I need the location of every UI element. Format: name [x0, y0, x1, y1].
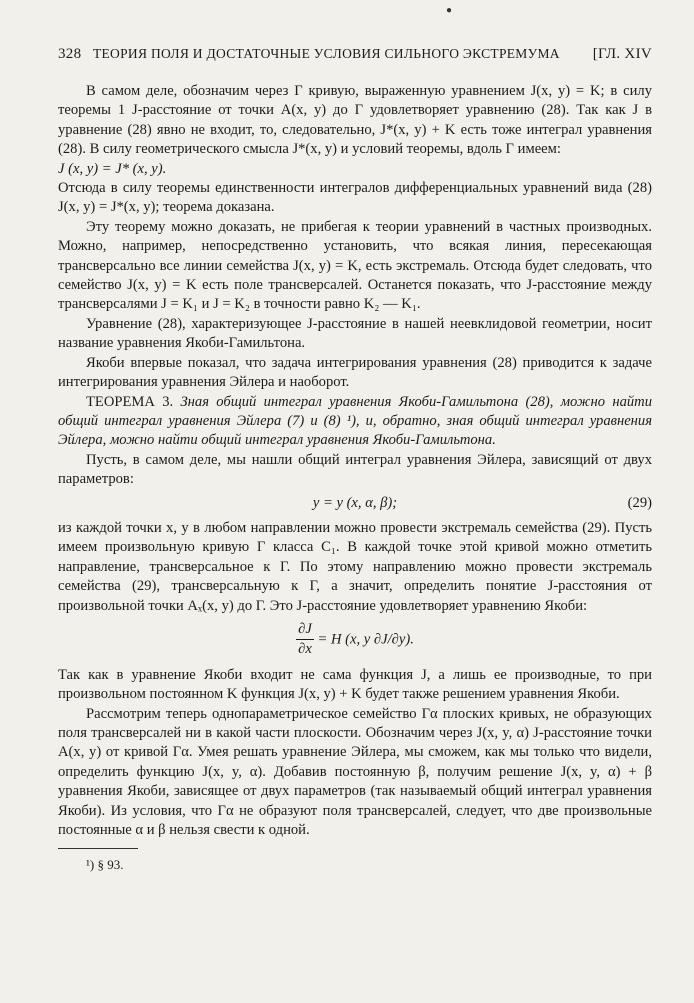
fraction-denominator: ∂x — [298, 641, 312, 658]
theorem-label: ТЕОРЕМА 3. — [86, 393, 174, 410]
paragraph: В самом деле, обозначим через Γ кривую, выраженную уравнением J(x, y) = K; в силу теоремы 1 J-расстояние от точки A(x, y) до Γ удовлетворяет уравнению (28). Так как J в уравнение (28) явно не входит, то, следовательно, J*(x, y) + K есть тоже интеграл уравнения (28). В силу геометрического смысла J*(x, y) и условий теоремы, вдоль Γ имеем: — [58, 83, 652, 158]
theorem-text: Зная общий интеграл уравнения Якоби-Гамильтона (28), можно найти общий интеграл уравнения Эйлера (7) и (8) ¹), и, обратно, зная общий интеграл уравнения Эйлера, можно найти общий интеграл уравнения Якоби-Гамильтона. — [58, 393, 653, 449]
fraction — [296, 620, 314, 660]
paragraph: Якоби впервые показал, что задача интегрирования уравнения (28) приводится к задаче интегрирования уравнения Эйлера и наоборот. — [58, 354, 652, 391]
paragraph: Пусть, в самом деле, мы нашли общий интеграл уравнения Эйлера, зависящий от двух параметров: — [58, 451, 652, 488]
page-number: 328 — [58, 46, 82, 62]
paragraph: Эту теорему можно доказать, не прибегая к теории уравнений в частных производных. Можно, например, непосредственно установить, что всякая линия, пересекающая трансверсально все линии семейства J(x, y) = K, есть экстремаль. Отсюда будет следовать, что семейство J(x, y) = K есть поле трансверсалей. Останется показать, что J-расстояние между трансверсалями J = K₁ и J = K₂ в точности равно K₂ — K₁. — [58, 218, 652, 313]
footnote: ¹) § 93. — [86, 857, 124, 873]
fraction-numerator: ∂J — [296, 620, 314, 640]
running-title: ТЕОРИЯ ПОЛЯ И ДОСТАТОЧНЫЕ УСЛОВИЯ СИЛЬНОГО ЭКСТРЕМУМА — [92, 46, 560, 61]
paragraph: Так как в уравнение Якоби входит не сама функция J, а лишь ее производные, то при произвольном постоянном K функция J(x, y) + K будет также решением уравнения Якоби. — [58, 666, 652, 703]
running-header — [58, 46, 652, 63]
paragraph: из каждой точки x, y в любом направлении можно провести экстремаль семейства (29). Пусть имеем произвольную кривую Γ класса C₁. В каждой точке этой кривой можно отметить направление, трансверсальное к Γ. По этому направлению можно провести экстремаль семейства (29), трансверсальную к Γ, а значит, определить понятие J-расстояния от произвольной точки Aₓ(x, y) до Γ. Это J-расстояние удовлетворяет уравнению Якоби: — [58, 519, 652, 614]
paragraph: Отсюда в силу теоремы единственности интегралов дифференциальных уравнений вида (28) J(x, y) = J*(x, y); теорема доказана. — [58, 180, 652, 216]
theorem — [58, 393, 652, 451]
paragraph: Рассмотрим теперь однопараметрическое семейство Γα плоских кривых, не образующих поля трансверсалей ни в какой части плоскости. Обозначим через J(x, y, α) J-расстояние точки A(x, y) от кривой Γα. Умея решать уравнение Эйлера, мы сможем, как мы только что видели, определить функцию J(x, y, α). Добавив постоянную β, получим решение J(x, y, α) + β уравнения Якоби, зависящее от двух параметров (так называемый общий интеграл уравнения Якоби). Из условия, что Γα не образуют поля трансверсалей, следует, что две произвольные постоянные α и β нельзя свести к одной. — [58, 705, 652, 839]
footnote-divider — [58, 848, 138, 849]
formula-rhs: = H (x, y ∂J/∂y). — [317, 631, 414, 648]
paragraph: Уравнение (28), характеризующее J-расстояние в нашей неевклидовой геометрии, носит название уравнения Якоби-Гамильтона. — [58, 315, 652, 352]
jacobi-equation — [58, 620, 652, 660]
formula: J (x, y) = J* (x, y). — [58, 160, 167, 177]
equation-number: (29) — [627, 494, 652, 511]
page-body — [58, 82, 652, 875]
chapter-label: [ГЛ. XIV — [592, 46, 652, 62]
formula: y = y (x, α, β); — [312, 494, 398, 511]
numbered-formula — [58, 494, 652, 513]
page-mark: ● — [446, 5, 453, 16]
